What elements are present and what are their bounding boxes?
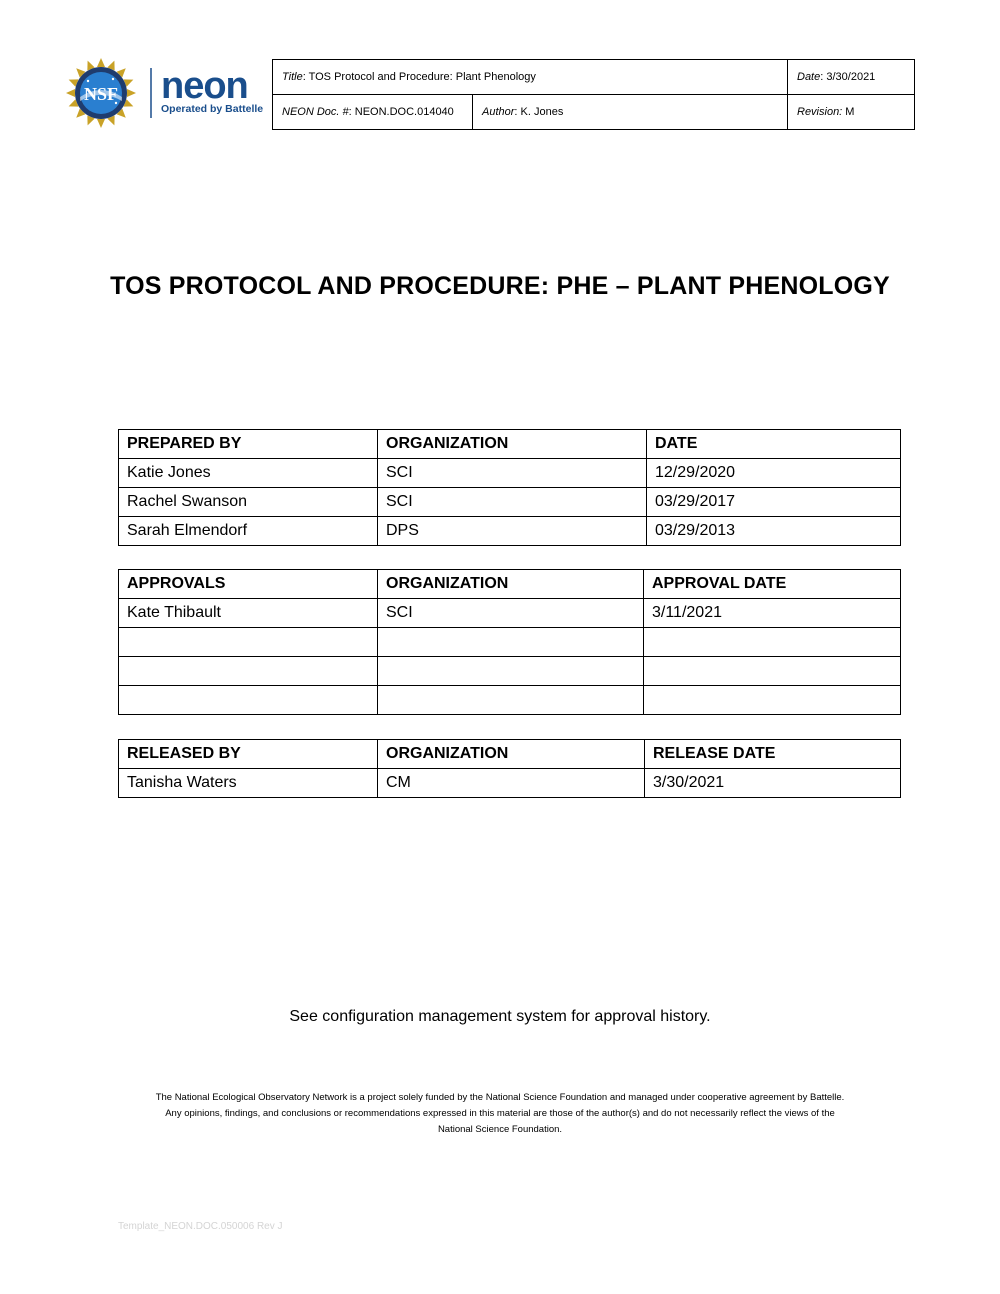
name-cell <box>119 686 378 715</box>
svg-text:NSF: NSF <box>83 84 119 104</box>
organization-cell <box>378 686 644 715</box>
disclaimer-line: National Science Foundation. <box>437 1124 563 1135</box>
doc-number-label: NEON Doc. # <box>282 106 349 118</box>
header-cell: PREPARED BY <box>119 430 378 459</box>
header-author-cell <box>473 95 788 130</box>
table-row <box>119 769 901 798</box>
date-label: Date <box>797 71 821 83</box>
header-revision-cell <box>788 95 915 130</box>
template-id: Template_NEON.DOC.050006 Rev J <box>118 1221 283 1232</box>
table-header-row <box>119 740 901 769</box>
date-value: : 3/30/2021 <box>820 71 876 83</box>
released-by-table <box>118 739 901 798</box>
table-row <box>119 517 901 546</box>
date-cell <box>644 628 901 657</box>
author-label: Author <box>482 106 515 118</box>
header-cell: RELEASE DATE <box>645 740 901 769</box>
header-cell: ORGANIZATION <box>378 430 647 459</box>
organization-cell: SCI <box>378 488 647 517</box>
revision-value: M <box>842 106 855 118</box>
table-row <box>119 488 901 517</box>
prepared-by-table <box>118 429 901 546</box>
table-row <box>119 459 901 488</box>
date-cell: 12/29/2020 <box>647 459 901 488</box>
table-row <box>119 657 901 686</box>
organization-cell: SCI <box>378 459 647 488</box>
disclaimer-line: Any opinions, findings, and conclusions or recommendations expressed in this material are those of the author(s) and do not necessarily reflect the views of the <box>165 1108 835 1119</box>
title-label: Title <box>282 71 303 83</box>
header-cell: DATE <box>647 430 901 459</box>
organization-cell: DPS <box>378 517 647 546</box>
header-cell: RELEASED BY <box>119 740 378 769</box>
name-cell: Tanisha Waters <box>119 769 378 798</box>
revision-label: Revision: <box>797 106 843 118</box>
title-value: : TOS Protocol and Procedure: Plant Phenology <box>302 71 536 83</box>
table-row <box>119 599 901 628</box>
nsf-seal-icon <box>66 56 272 130</box>
table-header-row <box>119 430 901 459</box>
disclaimer <box>100 1090 900 1138</box>
name-cell <box>119 657 378 686</box>
name-cell: Kate Thibault <box>119 599 378 628</box>
svg-text:neon: neon <box>161 65 248 107</box>
organization-cell: SCI <box>378 599 644 628</box>
organization-cell: CM <box>378 769 645 798</box>
name-cell: Katie Jones <box>119 459 378 488</box>
table-header-row <box>119 570 901 599</box>
header-cell: APPROVAL DATE <box>644 570 901 599</box>
date-cell: 03/29/2013 <box>647 517 901 546</box>
table-row <box>119 628 901 657</box>
header-cell: APPROVALS <box>119 570 378 599</box>
header-cell: ORGANIZATION <box>378 570 644 599</box>
organization-cell <box>378 657 644 686</box>
header-doc-cell <box>273 95 473 130</box>
svg-text:Operated by Battelle: Operated by Battelle <box>161 103 264 115</box>
approvals-table <box>118 569 901 715</box>
table-row <box>119 686 901 715</box>
header-date-cell <box>788 60 915 95</box>
date-cell <box>644 686 901 715</box>
document-title: TOS PROTOCOL AND PROCEDURE: PHE – PLANT PHENOLOGY <box>110 272 890 300</box>
configuration-note: See configuration management system for approval history. <box>289 1008 711 1025</box>
header-title-cell <box>273 60 788 95</box>
date-cell: 03/29/2017 <box>647 488 901 517</box>
date-cell: 3/11/2021 <box>644 599 901 628</box>
name-cell: Sarah Elmendorf <box>119 517 378 546</box>
author-value: : K. Jones <box>514 106 564 118</box>
date-cell <box>644 657 901 686</box>
disclaimer-line: The National Ecological Observatory Network is a project solely funded by the National Science Foundation and managed under cooperative agreement by Battelle. <box>155 1092 845 1103</box>
date-cell: 3/30/2021 <box>645 769 901 798</box>
name-cell <box>119 628 378 657</box>
doc-number-value: : NEON.DOC.014040 <box>348 106 454 118</box>
neon-logo <box>66 56 272 130</box>
header-cell: ORGANIZATION <box>378 740 645 769</box>
document-header <box>272 59 915 130</box>
name-cell: Rachel Swanson <box>119 488 378 517</box>
organization-cell <box>378 628 644 657</box>
